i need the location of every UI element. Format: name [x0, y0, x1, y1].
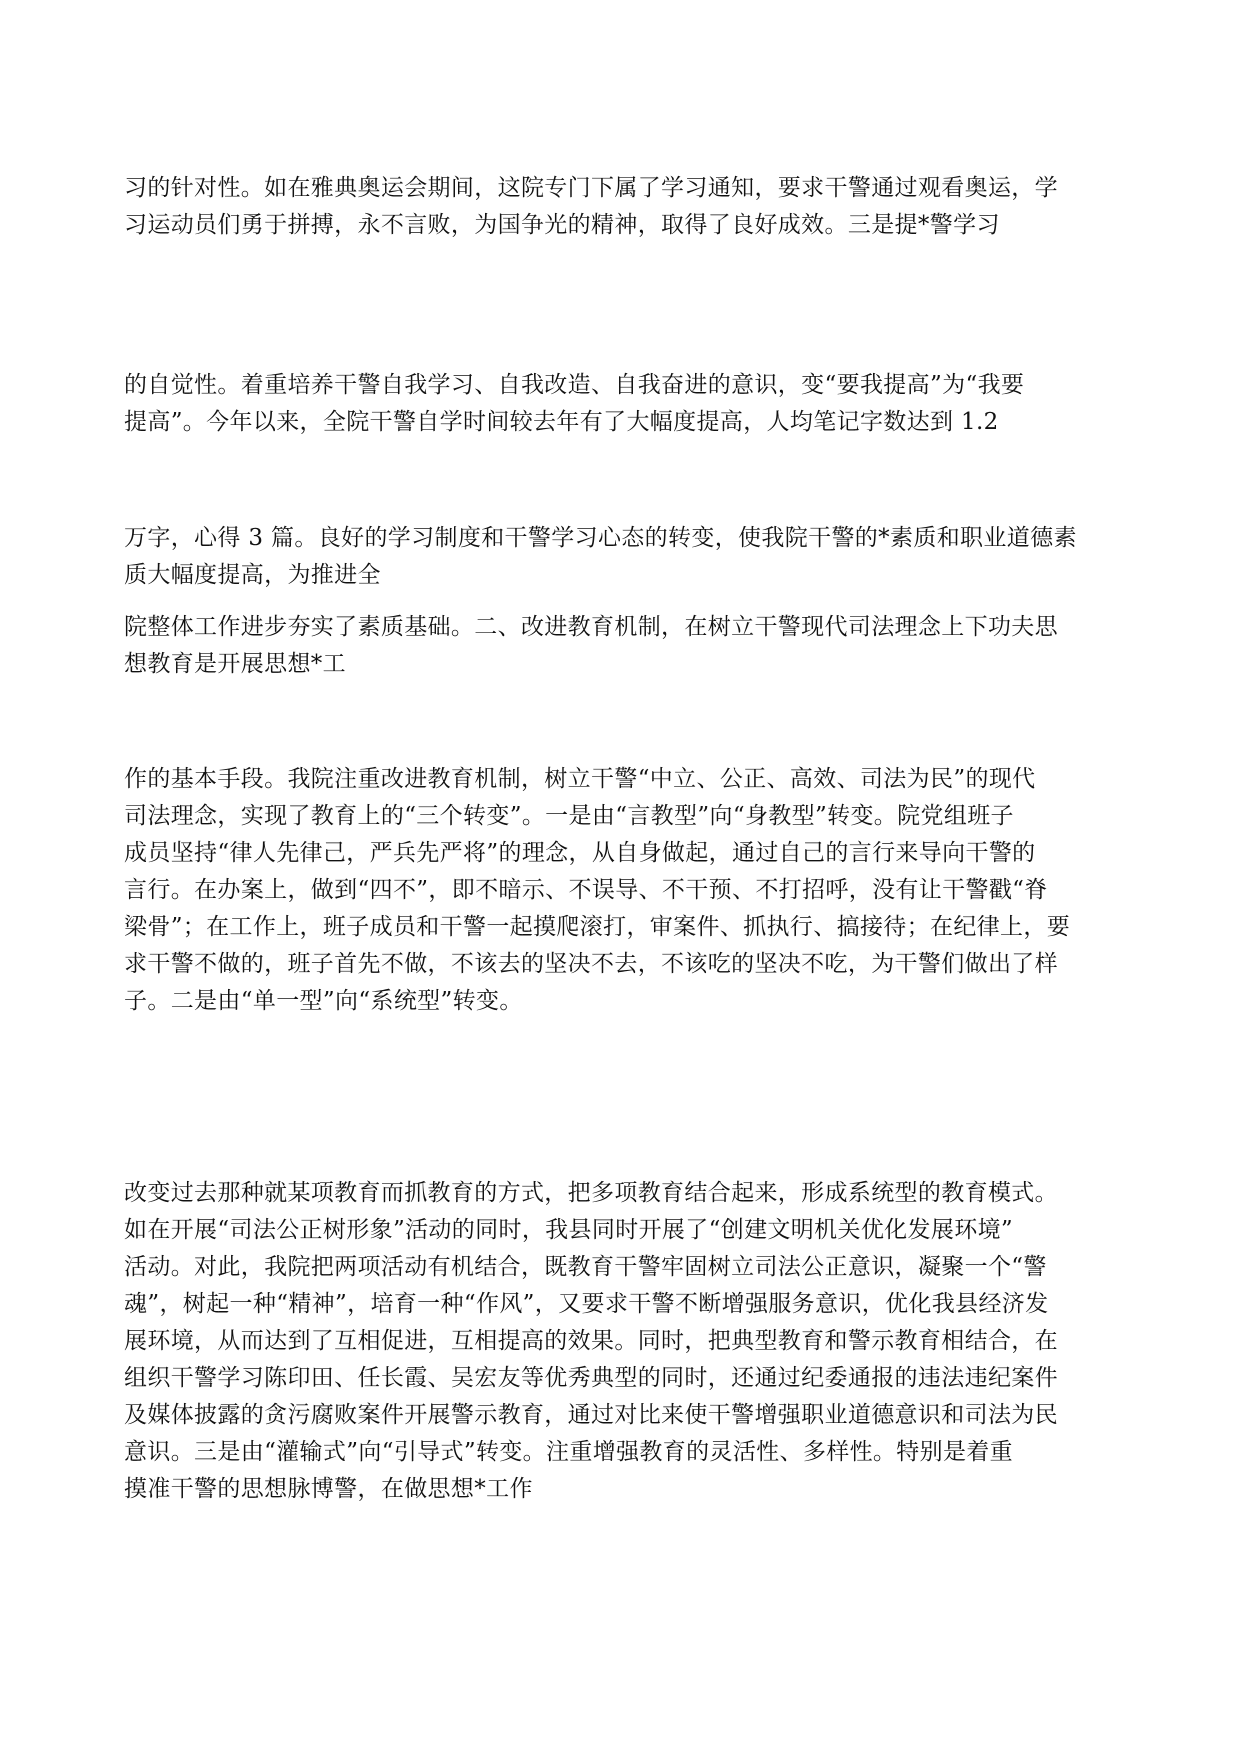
paragraph — [124, 170, 1124, 244]
text-line: 习运动员们勇于拼搏，永不言败，为国争光的精神，取得了良好成效。三是提*警学习 — [124, 212, 1000, 238]
text-line: 质大幅度提高，为推进全 — [124, 562, 381, 588]
text-line: 习的针对性。如在雅典奥运会期间，这院专门下属了学习通知，要求干警通过观看奥运，学 — [124, 175, 1058, 201]
text-line: 院整体工作进步夯实了素质基础。二、改进教育机制，在树立干警现代司法理念上下功夫思 — [124, 614, 1058, 640]
text-line: 万字，心得 3 篇。良好的学习制度和干警学习心态的转变，使我院干警的*素质和职业道德素 — [124, 525, 1077, 551]
text-line: 的自觉性。着重培养干警自我学习、自我改造、自我奋进的意识，变“要我提高”为“我要 — [124, 372, 1025, 398]
paragraph — [124, 520, 1124, 594]
paragraph — [124, 1175, 1124, 1508]
text-line: 摸准干警的思想脉博警，在做思想*工作 — [124, 1476, 533, 1502]
text-line: 意识。三是由“灌输式”向“引导式”转变。注重增强教育的灵活性、多样性。特别是着重 — [124, 1439, 1014, 1465]
text-line: 活动。对此，我院把两项活动有机结合，既教育干警牢固树立司法公正意识，凝聚一个“警 — [124, 1254, 1047, 1280]
text-line: 梁骨”；在工作上，班子成员和干警一起摸爬滚打，审案件、抓执行、搞接待；在纪律上，要 — [124, 914, 1071, 940]
text-line: 言行。在办案上，做到“四不”，即不暗示、不误导、不干预、不打招呼，没有让干警戳“脊 — [124, 877, 1048, 903]
text-line: 展环境，从而达到了互相促进，互相提高的效果。同时，把典型教育和警示教育相结合，在 — [124, 1328, 1058, 1354]
text-line: 及媒体披露的贪污腐败案件开展警示教育，通过对比来使干警增强职业道德意识和司法为民 — [124, 1402, 1058, 1428]
text-line: 改变过去那种就某项教育而抓教育的方式，把多项教育结合起来，形成系统型的教育模式。 — [124, 1180, 1058, 1206]
text-line: 成员坚持“律人先律己，严兵先严将”的理念，从自身做起，通过自己的言行来导向干警的 — [124, 840, 1036, 866]
text-line: 司法理念，实现了教育上的“三个转变”。一是由“言教型”向“身教型”转变。院党组班子 — [124, 803, 1014, 829]
text-line: 求干警不做的，班子首先不做，不该去的坚决不去，不该吃的坚决不吃，为干警们做出了样 — [124, 951, 1058, 977]
paragraph — [124, 609, 1124, 683]
text-line: 想教育是开展思想*工 — [124, 651, 346, 677]
paragraph — [124, 367, 1124, 441]
text-line: 作的基本手段。我院注重改进教育机制，树立干警“中立、公正、高效、司法为民”的现代 — [124, 766, 1036, 792]
text-line: 如在开展“司法公正树形象”活动的同时，我县同时开展了“创建文明机关优化发展环境” — [124, 1217, 1014, 1243]
text-line: 魂”，树起一种“精神”，培育一种“作风”，又要求干警不断增强服务意识，优化我县经济发 — [124, 1291, 1049, 1317]
text-line: 组织干警学习陈印田、任长霞、吴宏友等优秀典型的同时，还通过纪委通报的违法违纪案件 — [124, 1365, 1058, 1391]
text-line: 提高”。今年以来，全院干警自学时间较去年有了大幅度提高，人均笔记字数达到 1.2 — [124, 409, 999, 435]
text-line: 子。二是由“单一型”向“系统型”转变。 — [124, 988, 523, 1014]
paragraph — [124, 761, 1124, 1020]
